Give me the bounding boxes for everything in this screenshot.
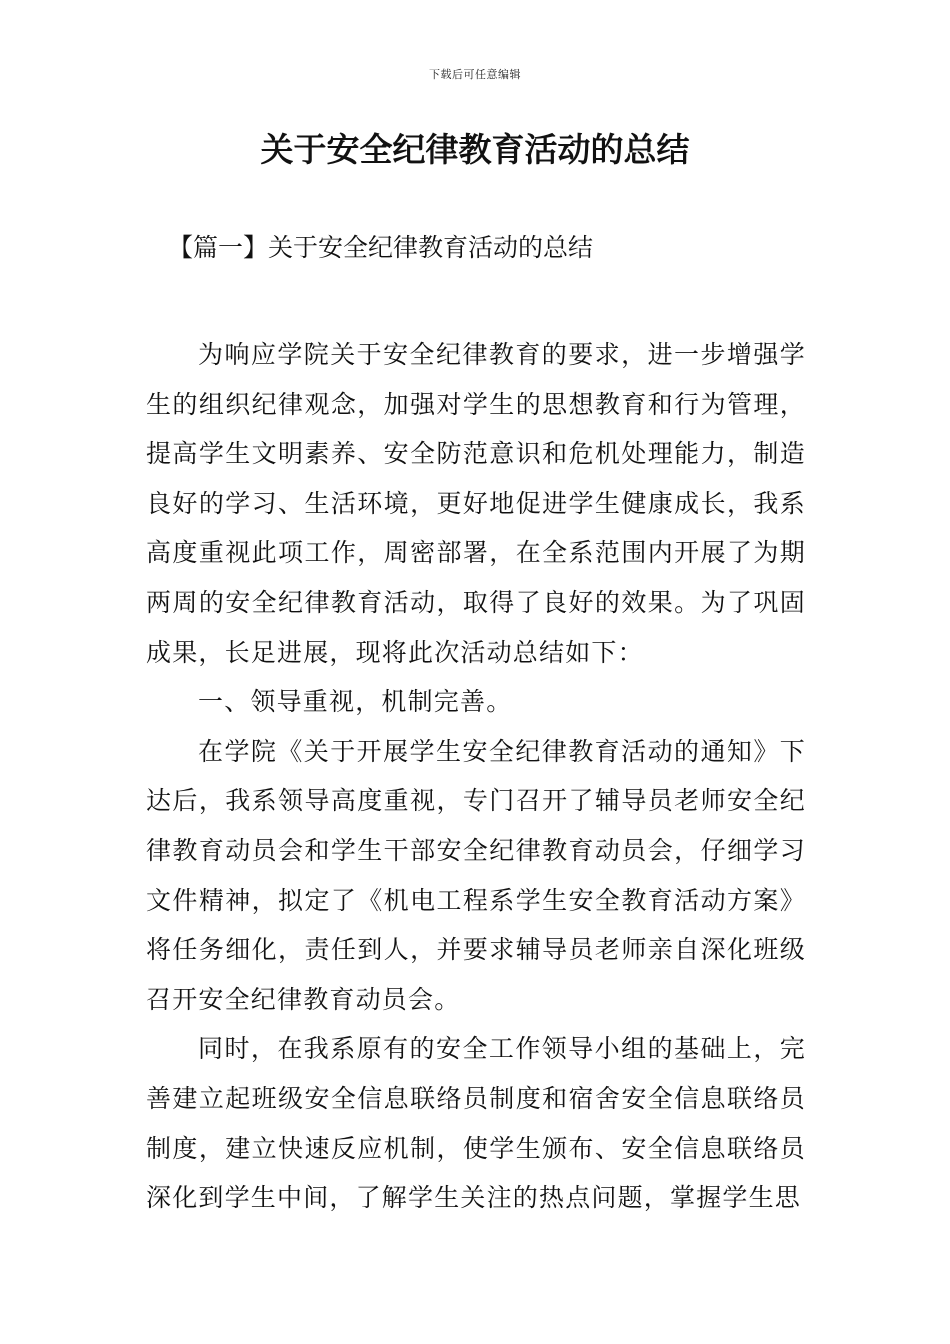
document-body: [146, 330, 806, 1223]
paragraph-point-one: 一、领导重视，机制完善。: [198, 687, 513, 717]
header-note: 下载后可任意编辑: [429, 68, 521, 81]
paragraph-intro: 为响应学院关于安全纪律教育的要求，进一步增强学生的组织纪律观念，加强对学生的思想教育和行为管理，提高学生文明素养、安全防范意识和危机处理能力，制造良好的学习、生活环境，更好地促进学生健康成长，我系高度重视此项工作，周密部署，在全系范围内开展了为期两周的安全纪律教育活动，取得了良好的效果。为了巩固成果，长足进展，现将此次活动总结如下：: [146, 340, 806, 667]
section-heading: 【篇一】关于安全纪律教育活动的总结: [168, 233, 594, 262]
document-title: 关于安全纪律教育活动的总结: [260, 130, 690, 169]
paragraph-notice: 在学院《关于开展学生安全纪律教育活动的通知》下达后，我系领导高度重视，专门召开了辅导员老师安全纪律教育动员会和学生干部安全纪律教育动员会，仔细学习文件精神，拟定了《机电工程系学生安全教育活动方案》将任务细化，责任到人，并要求辅导员老师亲自深化班级召开安全纪律教育动员会。: [146, 736, 806, 1014]
paragraph-mechanism: 同时，在我系原有的安全工作领导小组的基础上，完善建立起班级安全信息联络员制度和宿舍安全信息联络员制度，建立快速反应机制，使学生颁布、安全信息联络员深化到学生中间，了解学生关注的热点问题，掌握学生思: [146, 1034, 806, 1213]
